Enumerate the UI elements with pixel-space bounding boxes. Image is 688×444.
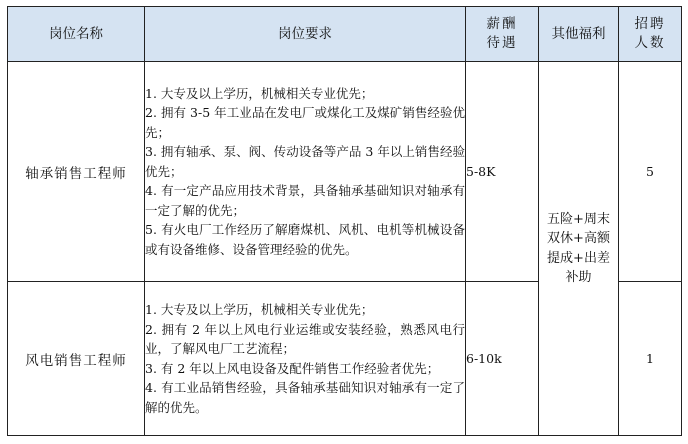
position-name: 轴承销售工程师 xyxy=(8,62,145,282)
requirement-item: 4. 有一定产品应用技术背景，具备轴承基础知识对轴承有一定了解的优先； xyxy=(145,183,465,218)
requirement-item: 2. 拥有 3-5 年工业品在发电厂或煤化工及煤矿销售经验优先； xyxy=(145,105,465,140)
benefits-cell: 五险+周末双休+高额提成+出差补助 xyxy=(539,62,619,436)
headcount-cell: 1 xyxy=(619,282,682,436)
header-salary: 薪酬待遇 xyxy=(466,7,539,62)
headcount-cell: 5 xyxy=(619,62,682,282)
table-row xyxy=(8,62,682,282)
job-table xyxy=(7,6,682,436)
header-requirements: 岗位要求 xyxy=(145,7,466,62)
requirements-cell xyxy=(145,282,466,436)
header-row xyxy=(8,7,682,62)
salary-cell: 5-8K xyxy=(466,62,539,282)
requirement-item: 1. 大专及以上学历，机械相关专业优先； xyxy=(145,85,374,101)
header-benefits: 其他福利 xyxy=(539,7,619,62)
requirement-item: 4. 有工业品销售经验，具备轴承基础知识对轴承有一定了解的优先。 xyxy=(145,380,465,415)
requirement-item: 1. 大专及以上学历，机械相关专业优先； xyxy=(145,302,374,317)
header-count: 招聘人数 xyxy=(619,7,682,62)
header-position-name: 岗位名称 xyxy=(8,7,145,62)
position-name: 风电销售工程师 xyxy=(8,282,145,436)
requirement-item: 3. 拥有轴承、泵、阀、传动设备等产品 3 年以上销售经验优先； xyxy=(145,144,465,179)
requirement-item: 2. 拥有 2 年以上风电行业运维或安装经验，熟悉风电行业，了解风电厂工艺流程； xyxy=(145,321,465,356)
requirement-item: 5. 有火电厂工作经历了解磨煤机、风机、电机等机械设备或有设备维修、设备管理经验的优先。 xyxy=(145,222,465,257)
salary-cell: 6-10k xyxy=(466,282,539,436)
requirements-cell xyxy=(145,62,466,282)
requirement-item: 3. 有 2 年以上风电设备及配件销售工作经验者优先； xyxy=(145,360,440,376)
